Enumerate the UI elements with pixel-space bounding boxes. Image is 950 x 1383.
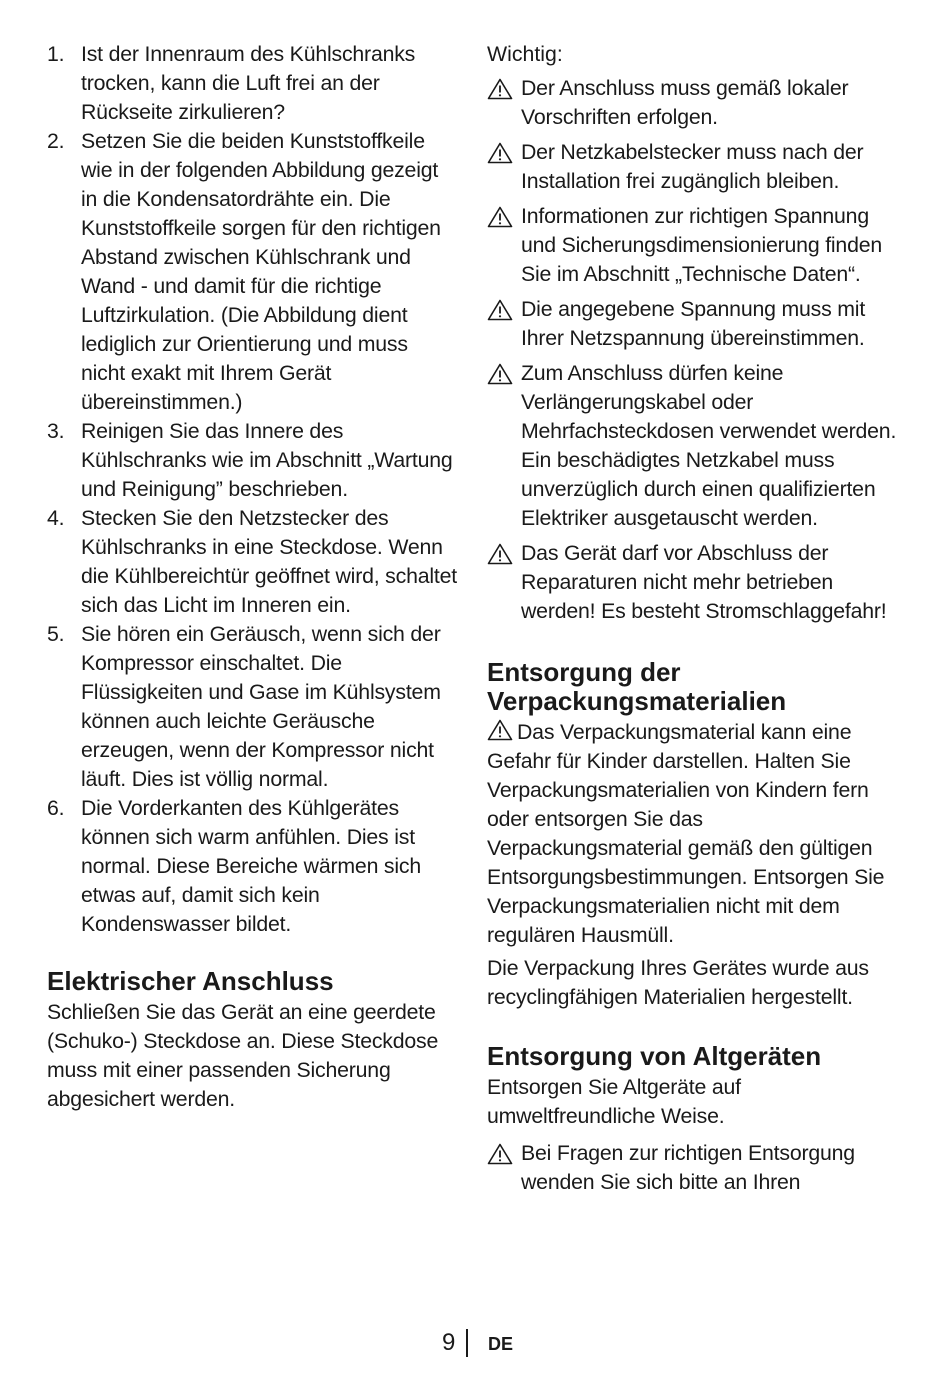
packaging-recycling-text: Die Verpackung Ihres Gerätes wurde aus recyclingfähigen Materialien hergestellt. — [487, 956, 869, 1009]
step-number: 4. — [47, 506, 65, 530]
packaging-heading-line2: Verpackungsmaterialien — [487, 686, 787, 716]
warning-extra-text: Ein beschädigtes Netzkabel muss unverzüglich durch einen qualifizierten Elektriker ausgetauscht werden. — [521, 448, 876, 530]
step-number: 3. — [47, 419, 65, 443]
warning-triangle-icon — [487, 1139, 521, 1197]
list-item — [47, 620, 457, 794]
packaging-warning-paragraph — [487, 718, 899, 950]
step-text: Sie hören ein Geräusch, wenn sich der Kompressor einschaltet. Die Flüssigkeiten und Gase im Kühlsystem können auch leichte Geräusche erzeugen, wenn der Kompressor nicht läuft. Dies ist völlig normal. — [81, 622, 441, 791]
language-code: DE — [488, 1334, 514, 1354]
list-item — [47, 127, 457, 417]
page-divider — [466, 1329, 468, 1357]
warning-text: Informationen zur richtigen Spannung und Sicherungsdimensionierung finden Sie im Abschnitt „Technische Daten“. — [521, 204, 883, 286]
warning-item — [487, 202, 899, 289]
right-column — [487, 40, 899, 1197]
warning-text: Der Netzkabelstecker muss nach der Installation frei zugänglich bleiben. — [521, 140, 864, 193]
step-number: 2. — [47, 129, 65, 153]
packaging-heading — [487, 658, 899, 716]
list-item — [47, 40, 457, 127]
page-number: 9 — [442, 1329, 456, 1356]
warning-triangle-icon — [487, 202, 521, 289]
warning-text: Zum Anschluss dürfen keine Verlängerungskabel oder Mehrfachsteckdosen verwendet werden. — [521, 361, 897, 443]
warning-text: Der Anschluss muss gemäß lokaler Vorschriften erfolgen. — [521, 76, 849, 129]
step-text: Ist der Innenraum des Kühlschranks trocken, kann die Luft frei an der Rückseite zirkulieren? — [81, 42, 416, 124]
warning-text: Das Gerät darf vor Abschluss der Reparaturen nicht mehr betrieben werden! Es besteht Stromschlaggefahr! — [521, 541, 887, 623]
warning-triangle-icon — [487, 138, 521, 196]
old-devices-heading: Entsorgung von Altgeräten — [487, 1041, 822, 1071]
warning-item — [487, 138, 899, 196]
warning-triangle-icon — [487, 359, 521, 533]
electric-connection-heading: Elektrischer Anschluss — [47, 966, 334, 996]
warning-item — [487, 295, 899, 353]
warning-item — [487, 1139, 899, 1197]
warning-triangle-icon — [487, 719, 517, 741]
warning-text: Bei Fragen zur richtigen Entsorgung wenden Sie sich bitte an Ihren — [521, 1141, 855, 1194]
warning-triangle-icon — [487, 295, 521, 353]
page-footer — [0, 1327, 950, 1359]
old-devices-text: Entsorgen Sie Altgeräte auf umweltfreundliche Weise. — [487, 1075, 741, 1128]
warning-item — [487, 539, 899, 626]
step-number: 1. — [47, 42, 65, 66]
warning-item — [487, 359, 899, 533]
warning-triangle-icon — [487, 539, 521, 626]
list-item — [47, 504, 457, 620]
warning-item — [487, 74, 899, 132]
warning-text: Die angegebene Spannung muss mit Ihrer Netzspannung übereinstimmen. — [521, 297, 866, 350]
left-column — [47, 40, 457, 1114]
packaging-heading-line1: Entsorgung der — [487, 657, 681, 687]
list-item — [47, 794, 457, 939]
step-text: Reinigen Sie das Innere des Kühlschranks wie im Abschnitt „Wartung und Reinigung” beschrieben. — [81, 419, 453, 501]
step-text: Stecken Sie den Netzstecker des Kühlschranks in eine Steckdose. Wenn die Kühlbereichtür geöffnet wird, schaltet sich das Licht im Inneren ein. — [81, 506, 457, 617]
step-number: 6. — [47, 796, 65, 820]
list-item — [47, 417, 457, 504]
step-number: 5. — [47, 622, 65, 646]
setup-steps-list — [47, 40, 457, 939]
step-text: Die Vorderkanten des Kühlgerätes können sich warm anfühlen. Dies ist normal. Diese Bereiche wärmen sich etwas auf, damit sich kein Kondenswasser bildet. — [81, 796, 422, 936]
important-label: Wichtig: — [487, 42, 563, 66]
warning-triangle-icon — [487, 74, 521, 132]
packaging-warning-text: Das Verpackungsmaterial kann eine Gefahr für Kinder darstellen. Halten Sie Verpackungsmaterialien von Kindern fern oder entsorgen Sie das Verpackungsmaterial gemäß den gültigen Entsorgungsbestimmungen. Entsorgen Sie Verpackungsmaterialien nicht mit dem regulären Hausmüll. — [487, 720, 885, 947]
step-text: Setzen Sie die beiden Kunststoffkeile wie in der folgenden Abbildung gezeigt in die Kondensatordrähte ein. Die Kunststoffkeile sorgen für den richtigen Abstand zwischen Kühlschrank und Wand - und damit für die richtige Luftzirkulation. (Die Abbildung dient lediglich zur Orientierung und muss nicht exakt mit Ihrem Gerät übereinstimmen.) — [81, 129, 441, 414]
electric-connection-text: Schließen Sie das Gerät an eine geerdete (Schuko-) Steckdose an. Diese Steckdose muss mit einer passenden Sicherung abgesichert werden. — [47, 1000, 439, 1111]
warning-text-block — [521, 359, 899, 533]
